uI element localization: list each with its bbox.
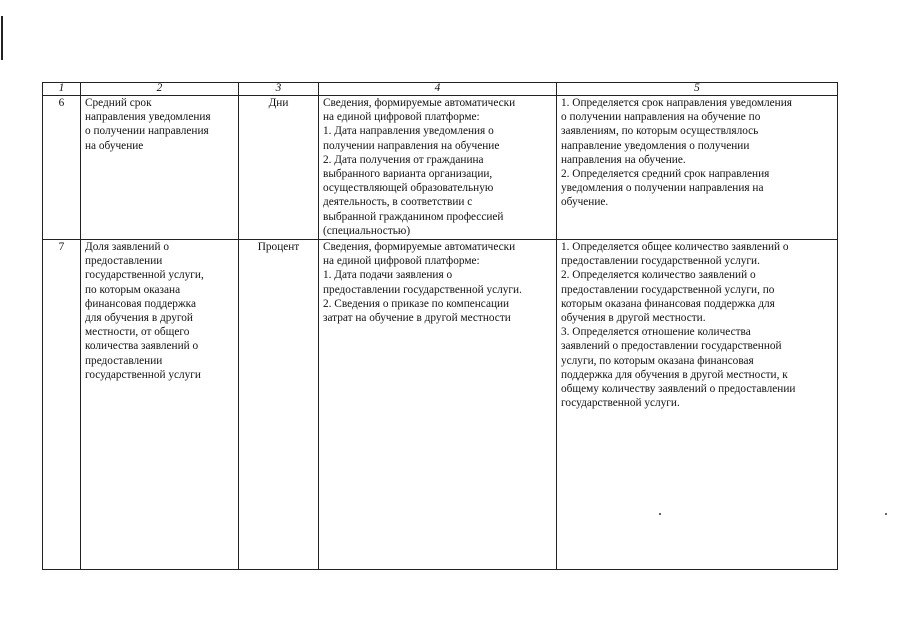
text-line: получении направления на обучение	[323, 139, 500, 152]
text-line: государственной услуги	[85, 368, 201, 381]
text-line: на обучение	[85, 139, 144, 152]
text-line: 2. Дата получения от гражданина	[323, 153, 484, 166]
scan-speck	[659, 513, 661, 515]
text-line: финансовая поддержка	[85, 297, 197, 310]
data-source-cell	[319, 96, 557, 240]
text-line: 1. Дата подачи заявления о	[323, 269, 453, 282]
text-line: уведомления о получении направления на	[561, 182, 764, 195]
text-line: предоставлении	[85, 354, 163, 367]
text-line: 2. Сведения о приказе по компенсации	[323, 297, 510, 310]
text-line: направление уведомления о получении	[561, 139, 750, 152]
text-line: выбранного варианта организации,	[323, 168, 493, 181]
text-line: 2. Определяется количество заявлений о	[561, 269, 756, 282]
text-line: 1. Определяется срок направления уведомления	[561, 97, 792, 109]
text-line: осуществляющей образовательную	[323, 182, 494, 195]
header-cell-2: 2	[81, 83, 239, 96]
text-line: 2. Определяется средний срок направления	[561, 168, 770, 181]
text-line: Сведения, формируемые автоматически	[323, 97, 516, 109]
data-source-cell	[319, 240, 557, 570]
header-cell-4: 4	[319, 83, 557, 96]
text-line: заявлений о предоставлении государственной	[561, 340, 782, 353]
text-line: предоставлении государственной услуги, по	[561, 283, 775, 296]
unit-cell: Процент	[239, 240, 319, 570]
table-row	[43, 96, 838, 240]
text-line: затрат на обучение в другой местности	[323, 312, 511, 325]
text-line: 1. Определяется общее количество заявлений о	[561, 241, 789, 253]
text-line: на единой цифровой платформе:	[323, 111, 480, 124]
text-line: общему количеству заявлений о предоставлении	[561, 383, 796, 396]
text-line: деятельность, в соответствии с	[323, 196, 473, 209]
text-line: направления на обучение.	[561, 153, 686, 166]
text-line: для обучения в другой	[85, 312, 193, 325]
row-number: 6	[43, 96, 81, 240]
text-line: на единой цифровой платформе:	[323, 255, 480, 268]
text-line: обучения в другой местности.	[561, 312, 706, 325]
text-line: количества заявлений о	[85, 340, 199, 353]
text-line: предоставлении государственной услуги.	[323, 283, 522, 296]
calculation-method-cell	[557, 240, 838, 570]
text-line: обучение.	[561, 196, 609, 209]
text-line: предоставлении государственной услуги.	[561, 255, 760, 268]
table-row	[43, 240, 838, 570]
table-header-row	[43, 83, 838, 96]
text-line: которым оказана финансовая поддержка для	[561, 297, 775, 310]
unit-cell: Дни	[239, 96, 319, 240]
text-line: выбранной гражданином профессией	[323, 210, 504, 223]
row-number: 7	[43, 240, 81, 570]
text-line: 1. Дата направления уведомления о	[323, 125, 494, 138]
text-line: услуги, по которым оказана финансовая	[561, 354, 754, 367]
header-cell-3: 3	[239, 83, 319, 96]
scan-speck	[885, 513, 887, 515]
text-line: (специальностью)	[323, 224, 411, 237]
indicators-table	[42, 82, 838, 570]
text-line: направления уведомления	[85, 111, 211, 124]
text-line: Доля заявлений о	[85, 241, 169, 253]
text-line: Средний срок	[85, 97, 152, 109]
text-line: о получении направления на обучение по	[561, 111, 761, 124]
indicator-name-cell	[81, 240, 239, 570]
text-line: государственной услуги.	[561, 397, 680, 410]
indicator-name-cell	[81, 96, 239, 240]
text-line: 3. Определяется отношение количества	[561, 326, 751, 339]
header-cell-5: 5	[557, 83, 838, 96]
header-cell-1: 1	[43, 83, 81, 96]
text-line: заявлениям, по которым осуществлялось	[561, 125, 759, 138]
text-line: Сведения, формируемые автоматически	[323, 241, 516, 253]
text-line: местности, от общего	[85, 326, 190, 339]
text-line: по которым оказана	[85, 283, 181, 296]
scan-edge-mark	[1, 16, 3, 60]
text-line: государственной услуги,	[85, 269, 204, 282]
calculation-method-cell	[557, 96, 838, 240]
text-line: предоставлении	[85, 255, 163, 268]
text-line: о получении направления	[85, 125, 209, 138]
text-line: поддержка для обучения в другой местности, к	[561, 368, 788, 381]
